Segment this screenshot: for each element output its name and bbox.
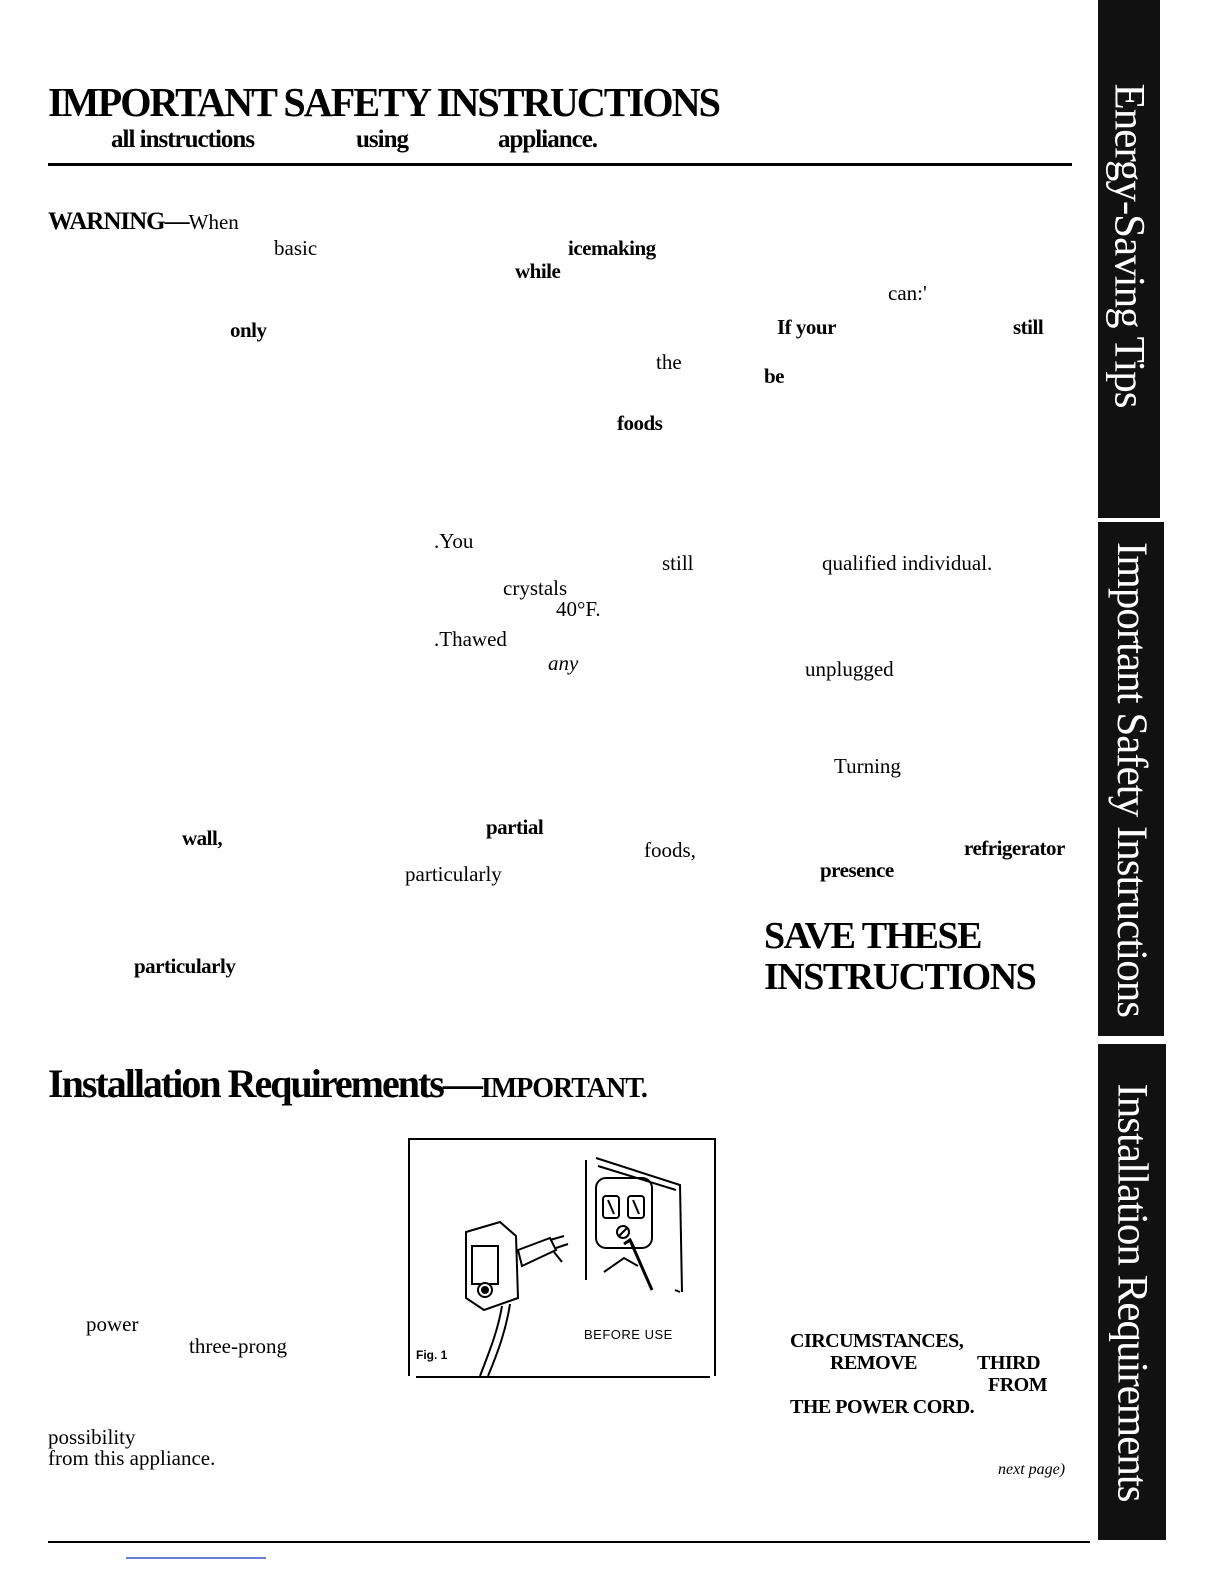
safety-text-fragment: Turning [834, 754, 901, 778]
warning-label: WARNING— [48, 208, 189, 235]
figure-caption: BEFORE USE [584, 1327, 673, 1342]
safety-text-fragment: can:' [888, 281, 927, 305]
installation-text-fragment: possibility [48, 1425, 136, 1449]
safety-text-fragment: the [656, 350, 682, 374]
wall-outlet-icon [586, 1158, 682, 1292]
figure-label: Fig. 1 [416, 1348, 448, 1362]
tab-important-safety-instructions[interactable] [1098, 522, 1164, 1036]
installation-text-fragment: from this appliance. [48, 1446, 216, 1470]
installation-title [48, 1060, 647, 1107]
tab-label-installation: Installation Requirements [1108, 1082, 1156, 1502]
figure-bottom-rule [416, 1376, 710, 1378]
safety-text-fragment: foods [617, 411, 663, 435]
subtitle-word-appliance: appliance. [498, 126, 598, 153]
plug-icon [466, 1222, 568, 1376]
safety-text-fragment: .Thawed [434, 627, 507, 651]
safety-text-fragment: basic [274, 236, 318, 260]
safety-text-fragment: still [1013, 315, 1044, 339]
safety-text-fragment: only [230, 318, 267, 342]
safety-text-fragment: presence [820, 858, 894, 882]
installation-title-main: Installation Requirements— [48, 1061, 481, 1106]
tab-energy-saving-tips[interactable] [1098, 0, 1160, 518]
installation-caps-word: REMOVE [830, 1352, 917, 1374]
tab-label-energy: Energy-Saving Tips [1105, 82, 1153, 408]
safety-text-fragment: particularly [134, 954, 236, 978]
next-page-note: next page) [998, 1461, 1066, 1478]
installation-text-fragment: power [86, 1312, 139, 1336]
safety-text-fragment: foods, [644, 838, 696, 862]
save-instructions-line2: INSTRUCTIONS [764, 956, 1036, 998]
footer-link-underline [126, 1557, 266, 1559]
safety-text-fragment: still [662, 551, 694, 575]
subtitle-word-instructions: all instructions [111, 126, 255, 153]
safety-text-fragment: particularly [405, 862, 502, 886]
safety-text-fragment: icemaking [568, 236, 656, 260]
installation-caps-word: THE POWER CORD. [790, 1396, 975, 1418]
page-title: IMPORTANT SAFETY INSTRUCTIONS [48, 79, 720, 125]
safety-text-fragment: while [515, 259, 561, 283]
figure-1 [408, 1138, 716, 1376]
safety-text-fragment: qualified individual. [822, 551, 993, 575]
safety-text-fragment: crystals [503, 576, 568, 600]
safety-text-fragment: .You [434, 529, 474, 553]
footer-rule [48, 1541, 1090, 1543]
subtitle-word-using: using [356, 126, 408, 153]
safety-text-fragment: be [764, 364, 784, 388]
safety-text-fragment: wall, [182, 826, 223, 850]
save-instructions-line1: SAVE THESE [764, 915, 982, 957]
warning-heading [48, 208, 239, 236]
header-rule [48, 163, 1072, 166]
installation-title-important: IMPORTANT. [480, 1073, 647, 1104]
tab-installation-requirements[interactable] [1098, 1044, 1166, 1540]
safety-text-fragment: 40°F. [556, 597, 601, 621]
installation-text-fragment: three-prong [189, 1334, 287, 1358]
safety-text-fragment: refrigerator [964, 836, 1065, 860]
safety-text-fragment: unplugged [805, 657, 894, 681]
installation-caps-word: THIRD [977, 1352, 1041, 1374]
safety-text-fragment: any [548, 651, 579, 675]
installation-caps-word: FROM [988, 1374, 1048, 1396]
warning-when: When [188, 210, 239, 234]
safety-text-fragment: partial [486, 815, 544, 839]
tab-label-safety: Important Safety Instructions [1107, 541, 1155, 1017]
safety-text-fragment: If your [777, 315, 836, 339]
installation-caps-word: CIRCUMSTANCES, [790, 1330, 964, 1352]
